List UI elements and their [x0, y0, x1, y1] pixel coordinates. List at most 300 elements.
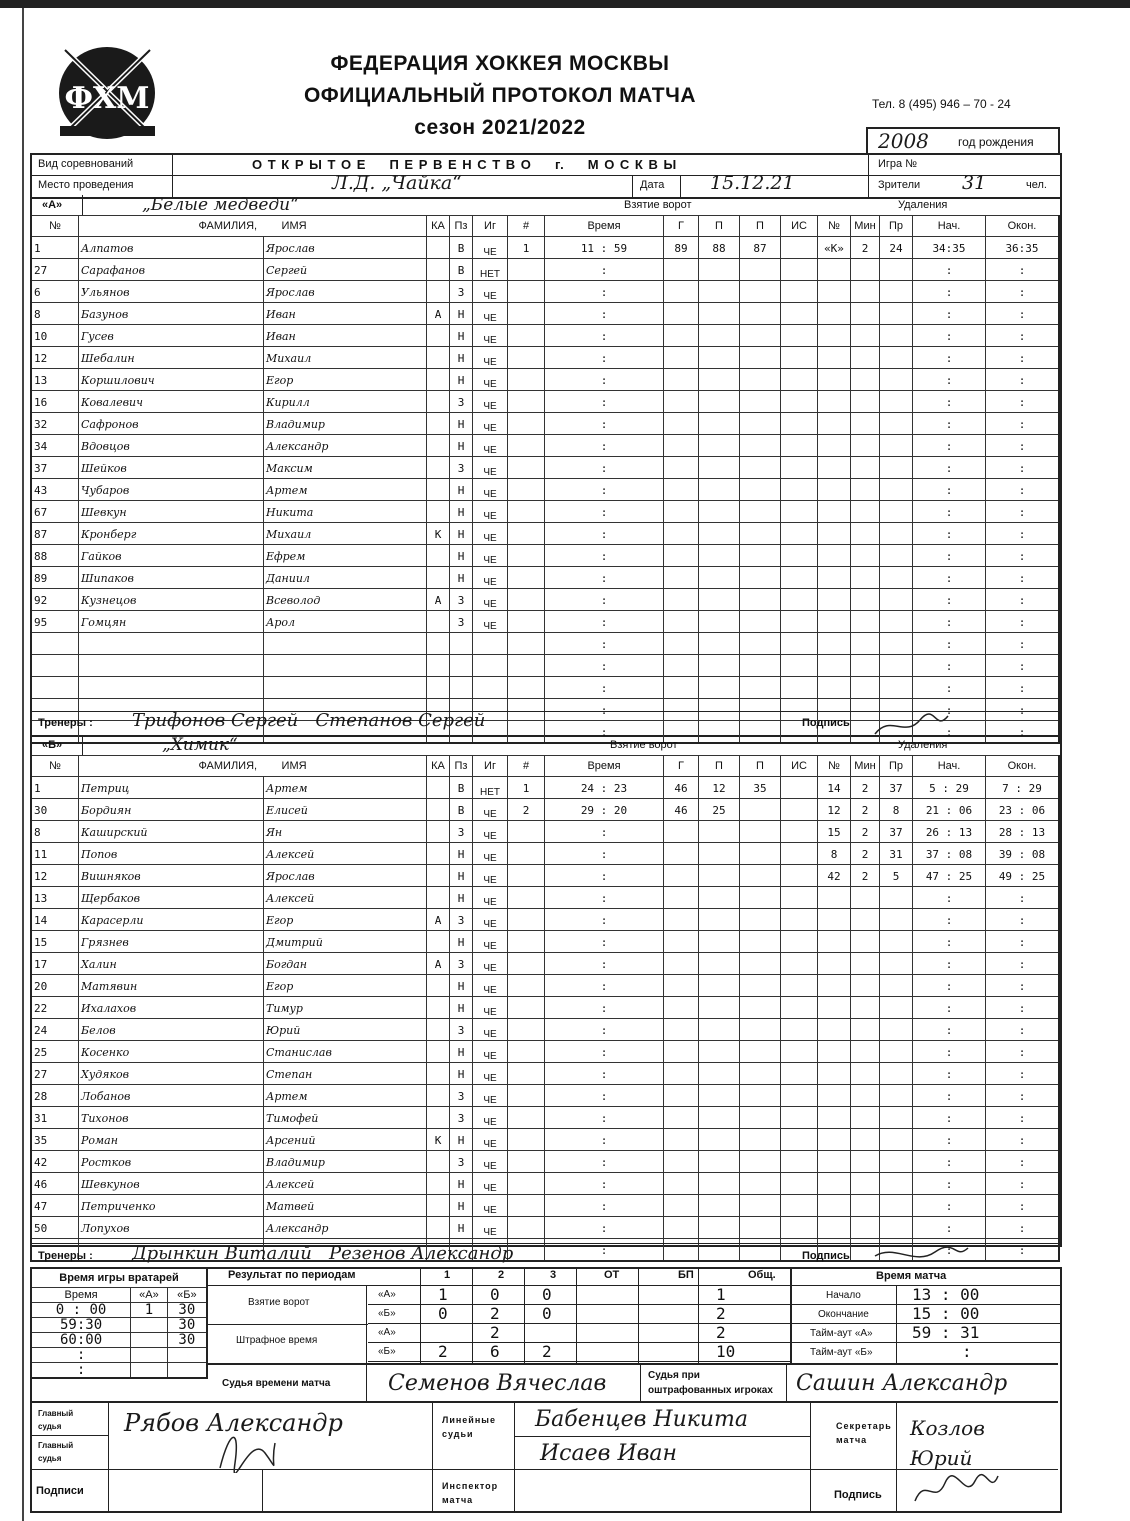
penalty-end: :: [986, 1019, 1060, 1041]
goal-number: [508, 1019, 545, 1041]
penalty-reason: [880, 655, 913, 677]
team-a-sign-label: Подпись: [802, 717, 850, 729]
penalty-player: [818, 1041, 851, 1063]
linesmen-label: Линейные судьи: [442, 1415, 496, 1439]
penalty-start: 5 : 29: [913, 777, 986, 799]
penalty-player: [818, 611, 851, 633]
goal-assist-2: [740, 567, 781, 589]
penalty-reason: [880, 887, 913, 909]
penalty-player: [818, 655, 851, 677]
penalty-minutes: [851, 567, 880, 589]
goal-number: 1: [508, 777, 545, 799]
goal-scorer: [664, 909, 699, 931]
goal-scorer: [664, 1217, 699, 1239]
penalty-player: [818, 887, 851, 909]
player-surname: Роман: [79, 1129, 264, 1151]
player-played: ЧЕ: [473, 545, 508, 567]
player-captain: [427, 887, 450, 909]
penalty-end: :: [986, 545, 1060, 567]
player-position: Н: [450, 567, 473, 589]
player-name: [264, 677, 427, 699]
penalty-reason: [880, 369, 913, 391]
penalty-minutes: [851, 369, 880, 391]
player-position: Н: [450, 1041, 473, 1063]
goal-number: [508, 611, 545, 633]
col-end: Окон.: [986, 756, 1060, 777]
player-number: 10: [31, 325, 79, 347]
player-position: З: [450, 953, 473, 975]
goal-assist-2: [740, 391, 781, 413]
col-goal-no: #: [508, 216, 545, 237]
player-number: 92: [31, 589, 79, 611]
player-position: Н: [450, 369, 473, 391]
goal-time: :: [545, 325, 664, 347]
goal-time: :: [545, 633, 664, 655]
goal-assist-1: [699, 1217, 740, 1239]
penalty-end: :: [986, 369, 1060, 391]
penalty-reason: [880, 1063, 913, 1085]
col-goal-no: #: [508, 756, 545, 777]
player-surname: Кузнецов: [79, 589, 264, 611]
player-name: Владимир: [264, 413, 427, 435]
player-name: Иван: [264, 303, 427, 325]
goal-assist-1: [699, 1107, 740, 1129]
player-position: Н: [450, 975, 473, 997]
player-played: ЧЕ: [473, 843, 508, 865]
player-row: [31, 975, 1059, 997]
goal-time: :: [545, 865, 664, 887]
goal-time: :: [545, 567, 664, 589]
goal-assist-1: [699, 843, 740, 865]
penalty-reason: 37: [880, 777, 913, 799]
penalty-end: :: [986, 909, 1060, 931]
player-number: 25: [31, 1041, 79, 1063]
goal-scorer: [664, 347, 699, 369]
col-ka: КА: [427, 216, 450, 237]
penalty-minutes: [851, 633, 880, 655]
penalty-end: :: [986, 457, 1060, 479]
penalty-start: :: [913, 931, 986, 953]
timeout-b-value: :: [962, 1342, 972, 1361]
match-time-block: [790, 1267, 1060, 1363]
penalty-minutes: [851, 1151, 880, 1173]
goal-situation: [781, 501, 818, 523]
player-number: 12: [31, 865, 79, 887]
penalty-player: [818, 347, 851, 369]
penalty-start: :: [913, 435, 986, 457]
penalty-minutes: [851, 975, 880, 997]
penalty-end: :: [986, 1239, 1060, 1262]
player-position: Н: [450, 997, 473, 1019]
period-team: «А»: [378, 1327, 396, 1338]
penalty-start: :: [913, 1217, 986, 1239]
player-surname: Вдовцов: [79, 435, 264, 457]
goal-number: [508, 545, 545, 567]
goal-number: [508, 953, 545, 975]
goal-time: :: [545, 1063, 664, 1085]
gk-cell: 30: [167, 1303, 207, 1318]
goal-assist-1: [699, 1019, 740, 1041]
penalty-start: 34:35: [913, 237, 986, 259]
player-number: 8: [31, 303, 79, 325]
penalty-reason: [880, 677, 913, 699]
gk-cell: [131, 1348, 168, 1363]
secretary-value: Козлов Юрий: [910, 1416, 985, 1470]
player-number: 42: [31, 1151, 79, 1173]
goal-scorer: [664, 1041, 699, 1063]
goal-assist-2: [740, 457, 781, 479]
goal-scorer: [664, 1107, 699, 1129]
player-row: [31, 633, 1059, 655]
player-row: [31, 1019, 1059, 1041]
player-played: ЧЕ: [473, 1041, 508, 1063]
goal-assist-1: [699, 633, 740, 655]
col-g: Г: [664, 216, 699, 237]
player-name: Ярослав: [264, 865, 427, 887]
team-b-pen-title: Удаления: [898, 739, 948, 751]
penalty-player: 14: [818, 777, 851, 799]
goal-assist-2: [740, 501, 781, 523]
goal-assist-1: [699, 435, 740, 457]
goal-assist-2: [740, 997, 781, 1019]
goal-assist-1: [699, 655, 740, 677]
penalty-end: :: [986, 391, 1060, 413]
goal-assist-1: 12: [699, 777, 740, 799]
player-row: [31, 501, 1059, 523]
penalty-reason: 8: [880, 799, 913, 821]
spectators-unit: чел.: [1026, 179, 1047, 191]
gk-cell: [167, 1363, 207, 1379]
period-value: 2: [490, 1304, 500, 1323]
player-position: З: [450, 1151, 473, 1173]
penalty-start: :: [913, 997, 986, 1019]
penalty-player: [818, 479, 851, 501]
goal-time: :: [545, 545, 664, 567]
goal-scorer: [664, 1151, 699, 1173]
goal-situation: [781, 909, 818, 931]
penalty-start: :: [913, 413, 986, 435]
penalty-player: [818, 501, 851, 523]
period-team: «А»: [378, 1289, 396, 1300]
player-row: [31, 1195, 1059, 1217]
player-number: [31, 655, 79, 677]
player-played: ЧЕ: [473, 413, 508, 435]
player-number: 27: [31, 259, 79, 281]
goal-number: [508, 1173, 545, 1195]
player-surname: Ростков: [79, 1151, 264, 1173]
penalty-start: :: [913, 391, 986, 413]
player-number: 88: [31, 545, 79, 567]
player-name: Ефрем: [264, 545, 427, 567]
goal-assist-2: [740, 413, 781, 435]
player-captain: [427, 975, 450, 997]
period-value: 2: [438, 1342, 448, 1361]
penalty-player: [818, 523, 851, 545]
player-position: Н: [450, 479, 473, 501]
penalty-player: [818, 1151, 851, 1173]
birth-year-value: 2008: [878, 129, 929, 153]
penalty-player: [818, 953, 851, 975]
player-surname: Коршилович: [79, 369, 264, 391]
goal-number: [508, 931, 545, 953]
player-surname: [79, 633, 264, 655]
player-number: 6: [31, 281, 79, 303]
penalty-start: :: [913, 1129, 986, 1151]
goal-assist-1: [699, 887, 740, 909]
player-captain: К: [427, 523, 450, 545]
player-position: Н: [450, 1173, 473, 1195]
col-end: Окон.: [986, 216, 1060, 237]
goal-assist-2: [740, 1173, 781, 1195]
penalty-player: [818, 1173, 851, 1195]
player-name: Владимир: [264, 1151, 427, 1173]
penalty-start: 47 : 25: [913, 865, 986, 887]
period-col-header: ОТ: [604, 1269, 620, 1281]
player-surname: Гусев: [79, 325, 264, 347]
penalty-end: :: [986, 303, 1060, 325]
goal-scorer: [664, 843, 699, 865]
penalty-start: :: [913, 1151, 986, 1173]
chief-signature-icon: [210, 1423, 280, 1473]
player-position: Н: [450, 843, 473, 865]
goal-scorer: [664, 677, 699, 699]
gk-row: [31, 1318, 207, 1333]
player-number: 13: [31, 369, 79, 391]
goal-number: [508, 633, 545, 655]
date-value: 15.12.21: [710, 172, 795, 194]
penalty-reason: [880, 1217, 913, 1239]
goal-scorer: [664, 1195, 699, 1217]
team-b-name: „Химик“: [162, 735, 238, 755]
penalty-player: [818, 369, 851, 391]
penalty-minutes: [851, 347, 880, 369]
player-row: [31, 1173, 1059, 1195]
goal-situation: [781, 887, 818, 909]
player-number: 34: [31, 435, 79, 457]
player-number: 32: [31, 413, 79, 435]
chief-referee-label: Главный судья: [38, 1409, 74, 1431]
player-row: [31, 799, 1059, 821]
spectators-label: Зрители: [878, 179, 921, 191]
penalty-player: [818, 1019, 851, 1041]
penalty-player: [818, 975, 851, 997]
penalty-start: :: [913, 347, 986, 369]
penalty-player: «К»: [818, 237, 851, 259]
player-played: ЧЕ: [473, 975, 508, 997]
goal-scorer: [664, 953, 699, 975]
penalty-end: :: [986, 325, 1060, 347]
penalty-reason: [880, 633, 913, 655]
player-captain: [427, 821, 450, 843]
player-played: ЧЕ: [473, 1129, 508, 1151]
player-name: Алексей: [264, 887, 427, 909]
penalty-player: [818, 1217, 851, 1239]
goal-scorer: [664, 501, 699, 523]
penalty-reason: [880, 953, 913, 975]
player-captain: [427, 347, 450, 369]
penalty-reason: [880, 523, 913, 545]
player-number: 8: [31, 821, 79, 843]
goals-label: Взятие ворот: [248, 1297, 310, 1308]
period-col-header: БП: [678, 1269, 694, 1281]
goal-number: [508, 391, 545, 413]
player-name: Тимофей: [264, 1107, 427, 1129]
player-number: 27: [31, 1063, 79, 1085]
player-captain: [427, 1019, 450, 1041]
goal-time: :: [545, 347, 664, 369]
goal-scorer: [664, 369, 699, 391]
player-number: 12: [31, 347, 79, 369]
player-number: 1: [31, 777, 79, 799]
end-value: 15 : 00: [912, 1304, 980, 1323]
player-played: ЧЕ: [473, 1173, 508, 1195]
goal-situation: [781, 611, 818, 633]
team-b-coaches-label: Тренеры :: [38, 1250, 93, 1262]
player-position: В: [450, 777, 473, 799]
goal-scorer: [664, 997, 699, 1019]
penalty-end: :: [986, 523, 1060, 545]
goal-situation: [781, 997, 818, 1019]
birth-year-label: год рождения: [958, 135, 1034, 149]
goal-assist-2: [740, 931, 781, 953]
player-position: З: [450, 821, 473, 843]
player-captain: [427, 1173, 450, 1195]
player-surname: [79, 677, 264, 699]
goal-time: 11 : 59: [545, 237, 664, 259]
goal-assist-1: [699, 997, 740, 1019]
federation-title: ФЕДЕРАЦИЯ ХОККЕЯ МОСКВЫ: [330, 52, 670, 75]
player-surname: Шипаков: [79, 567, 264, 589]
goal-time: :: [545, 843, 664, 865]
penalty-player: [818, 457, 851, 479]
penalty-judge-value: Сашин Александр: [796, 1371, 1008, 1396]
timeout-b-label: Тайм-аут «Б»: [810, 1347, 873, 1358]
goal-scorer: 89: [664, 237, 699, 259]
linesman-2: Исаев Иван: [540, 1441, 678, 1466]
goal-assist-1: [699, 909, 740, 931]
period-value: 2: [542, 1342, 552, 1361]
col-p2: П: [740, 216, 781, 237]
penalty-minutes: [851, 909, 880, 931]
goal-assist-2: [740, 799, 781, 821]
goal-number: [508, 457, 545, 479]
penalty-minutes: [851, 953, 880, 975]
officials-sign-label: Подпись: [834, 1489, 882, 1501]
penalty-reason: [880, 567, 913, 589]
goal-situation: [781, 545, 818, 567]
game-number-label: Игра №: [878, 158, 918, 170]
player-row: [31, 843, 1059, 865]
player-surname: [79, 655, 264, 677]
player-number: 47: [31, 1195, 79, 1217]
col-p1: П: [699, 216, 740, 237]
player-played: ЧЕ: [473, 1151, 508, 1173]
goal-number: [508, 325, 545, 347]
goal-assist-1: [699, 457, 740, 479]
goal-time: :: [545, 457, 664, 479]
match-time-title: Время матча: [876, 1270, 947, 1282]
player-row: [31, 953, 1059, 975]
goal-number: [508, 369, 545, 391]
goal-scorer: [664, 975, 699, 997]
start-label: Начало: [826, 1290, 861, 1301]
player-played: ЧЕ: [473, 611, 508, 633]
goal-scorer: [664, 589, 699, 611]
player-row: [31, 391, 1059, 413]
player-captain: [427, 435, 450, 457]
goal-scorer: [664, 435, 699, 457]
period-col-header: Общ.: [748, 1269, 776, 1281]
penalty-player: 15: [818, 821, 851, 843]
penalty-reason: [880, 1019, 913, 1041]
player-name: Артем: [264, 777, 427, 799]
player-position: Н: [450, 931, 473, 953]
goal-assist-1: [699, 347, 740, 369]
goal-assist-2: [740, 545, 781, 567]
end-label: Окончание: [818, 1309, 869, 1320]
penalty-reason: 5: [880, 865, 913, 887]
penalty-player: [818, 325, 851, 347]
player-played: ЧЕ: [473, 325, 508, 347]
player-name: Сергей: [264, 259, 427, 281]
player-played: ЧЕ: [473, 391, 508, 413]
penalty-minutes: [851, 1173, 880, 1195]
goal-number: [508, 1217, 545, 1239]
goal-time: :: [545, 1041, 664, 1063]
player-name: Максим: [264, 457, 427, 479]
penalty-start: :: [913, 721, 986, 744]
player-position: Н: [450, 887, 473, 909]
player-played: ЧЕ: [473, 931, 508, 953]
gk-cell: [131, 1333, 168, 1348]
team-b-sign-label: Подпись: [802, 1250, 850, 1262]
goal-number: [508, 281, 545, 303]
col-no: №: [31, 216, 79, 237]
penalty-player: [818, 909, 851, 931]
penalty-reason: 24: [880, 237, 913, 259]
col-pr: Пр: [880, 756, 913, 777]
player-captain: А: [427, 303, 450, 325]
penalty-minutes: [851, 281, 880, 303]
goal-assist-2: [740, 611, 781, 633]
penalty-end: 36:35: [986, 237, 1060, 259]
goal-assist-1: [699, 413, 740, 435]
player-name: Егор: [264, 369, 427, 391]
penalty-reason: [880, 909, 913, 931]
penalty-reason: [880, 1041, 913, 1063]
player-name: [264, 655, 427, 677]
penalty-start: :: [913, 259, 986, 281]
player-row: [31, 865, 1059, 887]
player-number: 89: [31, 567, 79, 589]
penalty-end: 39 : 08: [986, 843, 1060, 865]
goal-number: [508, 589, 545, 611]
penalty-reason: [880, 931, 913, 953]
penalty-minutes: [851, 259, 880, 281]
player-position: [450, 677, 473, 699]
player-position: З: [450, 391, 473, 413]
goal-assist-1: [699, 567, 740, 589]
player-surname: Лобанов: [79, 1085, 264, 1107]
goal-assist-1: [699, 259, 740, 281]
player-position: В: [450, 259, 473, 281]
player-name: Артем: [264, 479, 427, 501]
goal-assist-2: 87: [740, 237, 781, 259]
player-position: Н: [450, 325, 473, 347]
player-surname: Шебалин: [79, 347, 264, 369]
player-row: [31, 1129, 1059, 1151]
penalty-end: 49 : 25: [986, 865, 1060, 887]
